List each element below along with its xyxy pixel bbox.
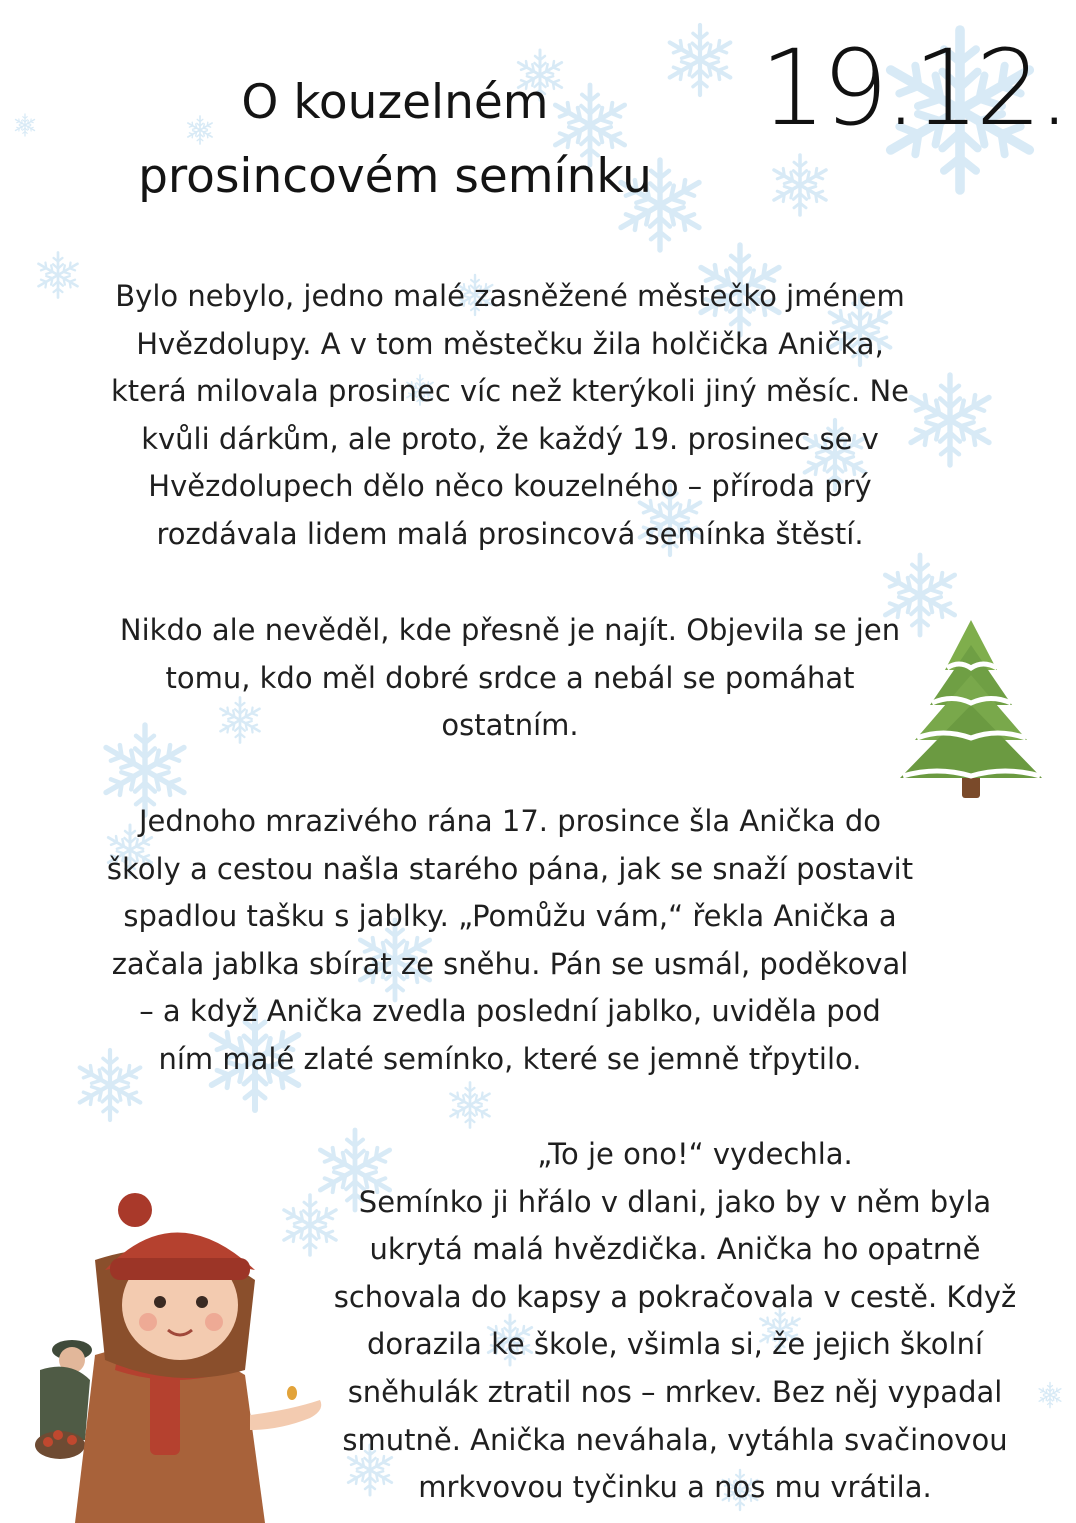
text-line: ním malé zlaté semínko, které se jemně třpytilo. <box>158 1041 862 1076</box>
text-line: „To je ono!“ vydechla. <box>537 1137 853 1171</box>
story-paragraph-1 <box>60 273 960 559</box>
text-line: mrkvovou tyčinku a nos mu vrátila. <box>418 1470 932 1505</box>
text-line: školy a cestou našla starého pána, jak se snaží postavit <box>106 851 914 886</box>
text-line: schovala do kapsy a pokračovala v cestě. Když <box>333 1279 1017 1314</box>
text-line: začala jablka sbírat ze sněhu. Pán se usmál, poděkoval <box>111 946 909 981</box>
girl-with-seed-illustration <box>0 1190 340 1523</box>
text-line: ostatním. <box>441 708 579 743</box>
text-line: kvůli dárkům, ale proto, že každý 19. prosinec se v <box>141 421 879 456</box>
text-line: dorazila ke škole, všimla si, že jejich školní <box>366 1327 984 1362</box>
story-title-line: O kouzelném <box>241 75 549 130</box>
text-line: smutně. Anička neváhala, vytáhla svačinovou <box>342 1422 1008 1457</box>
snowflake-icon <box>14 114 35 136</box>
text-line: Bylo nebylo, jedno malé zasněžené městečko jménem <box>115 279 905 313</box>
story-paragraph-2 <box>60 607 960 750</box>
story-title-line: prosincovém semínku <box>138 149 652 204</box>
text-line: Hvězdolupy. A v tom městečku žila holčička Anička, <box>136 326 884 361</box>
text-line: Hvězdolupech dělo něco kouzelného – příroda prý <box>148 469 872 504</box>
text-line: tomu, kdo měl dobré srdce a nebál se pomáhat <box>165 660 855 695</box>
text-line: Semínko ji hřálo v dlani, jako by v něm byla <box>358 1184 992 1219</box>
story-paragraph-4 <box>300 1131 1050 1512</box>
old-man-illustration <box>35 1340 92 1459</box>
text-line: rozdávala lidem malá prosincová semínka štěstí. <box>156 516 864 551</box>
date-heading: 19.12. <box>760 27 1067 149</box>
text-line: která milovala prosinec víc než kterýkoli jiný měsíc. Ne <box>110 374 909 409</box>
text-line: – a když Anička zvedla poslední jablko, uviděla pod <box>139 994 881 1029</box>
story-title <box>110 66 680 214</box>
christmas-tree-illustration <box>885 610 1055 810</box>
story-paragraph-3 <box>60 798 960 1084</box>
text-line: Nikdo ale nevěděl, kde přesně je najít. Objevila se jen <box>119 613 901 647</box>
text-line: ukrytá malá hvězdička. Anička ho opatrně <box>369 1232 981 1267</box>
text-line: sněhulák ztratil nos – mrkev. Bez něj vypadal <box>347 1374 1003 1409</box>
snowflake-icon <box>448 1083 492 1128</box>
snowflake-icon <box>771 155 830 215</box>
text-line: spadlou tašku s jablky. „Pomůžu vám,“ řekla Anička a <box>123 899 897 934</box>
text-line: Jednoho mrazivého rána 17. prosince šla Anička do <box>138 804 882 838</box>
